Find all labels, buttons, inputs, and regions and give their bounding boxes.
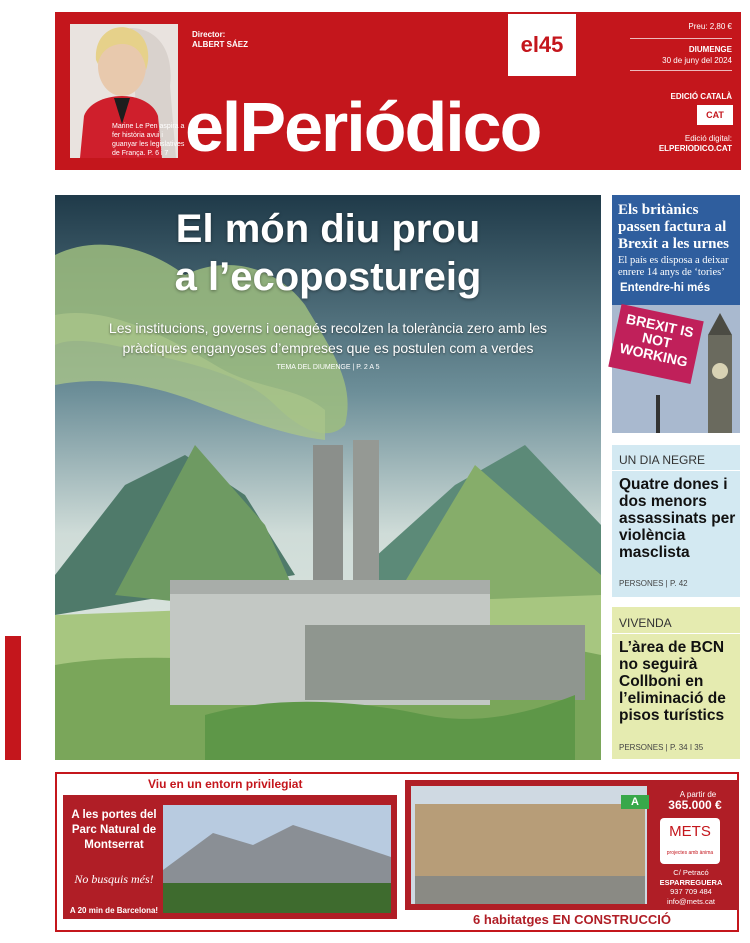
issue-date-text: 30 de juny del 2024 — [662, 56, 732, 65]
left-red-bar — [5, 636, 21, 760]
photo-caption: Marine Le Pen aspira a fer història avui i guanyar les legislatives de França. P. 6 i 7 — [112, 123, 185, 157]
story-divider — [612, 470, 740, 471]
masthead-divider — [630, 38, 732, 39]
ad-contact-town: ESPARREGUERA — [659, 877, 723, 887]
issue-date — [600, 44, 732, 66]
hero-subhead: Les institucions, governs i oenagés recolzen la tolerància zero amb les pràctiques enganyoses d’empreses que es postulen com a verdes — [108, 320, 548, 356]
brexit-more-link[interactable]: Entendre-hi més — [620, 282, 711, 294]
hero-headline[interactable] — [55, 205, 601, 301]
newspaper-logo[interactable]: elPeriódico — [185, 88, 541, 166]
mets-logo[interactable]: METS — [660, 818, 720, 864]
masthead-divider — [630, 70, 732, 71]
director-name: ALBERT SÁEZ — [192, 40, 248, 49]
story-vivenda-headline[interactable]: L’àrea de BCN no seguirà Collboni en l’eliminació de pisos turístics — [619, 639, 726, 724]
digital-label: Edició digital: — [684, 134, 732, 143]
digital-site-link[interactable]: ELPERIODICO.CAT — [658, 144, 732, 153]
brexit-dek: El país es disposa a deixar enrere 14 anys de ‘tories’ — [618, 255, 729, 278]
ad-left-title: A les portes del Parc Natural de Montserrat — [71, 809, 157, 851]
ad-contact-email[interactable]: info@mets.cat — [666, 896, 716, 906]
hero-headline-line2: a l’ecopostureig — [174, 255, 482, 299]
ad-left-note: A 20 min de Barcelona! — [69, 906, 159, 915]
story-negre-kicker: UN DIA NEGRE — [619, 453, 706, 467]
ad-tagline: Viu en un entorn privilegiat — [148, 777, 303, 791]
hero-headline-line1: El món diu prou — [175, 207, 481, 251]
edition-cat-button[interactable]: CAT — [697, 105, 733, 125]
director-credit — [192, 30, 248, 50]
issue-day: DIUMENGE — [688, 45, 732, 54]
story-negre-ref: PERSONES | P. 42 — [619, 579, 688, 588]
mets-tagline: projectes amb ànima — [666, 850, 714, 856]
energy-rating-badge: A — [621, 795, 649, 809]
brexit-headline[interactable]: Els britànics passen factura al Brexit a les urnes — [618, 202, 729, 252]
story-divider — [612, 633, 740, 634]
brexit-sign-image: BREXIT IS NOT WORKING — [608, 304, 703, 384]
ad-bottom-line: 6 habitatges EN CONSTRUCCIÓ — [473, 912, 671, 927]
ad-contact-street: C/ Petracó — [673, 868, 709, 877]
ad-contact-phone[interactable]: 937 709 484 — [670, 887, 712, 896]
ad-price: 365.000 € — [668, 798, 722, 812]
story-vivenda-ref: PERSONES | P. 34 I 35 — [619, 743, 704, 752]
anniversary-badge: el45 — [508, 14, 576, 76]
ad-contact — [648, 868, 734, 906]
ad-price-label: A partir de — [679, 790, 717, 799]
edition-label: EDICIÓ CATALÀ — [670, 92, 732, 101]
story-negre-headline[interactable]: Quatre dones i dos menors assassinats per violència masclista — [619, 476, 736, 561]
director-label: Director: — [192, 30, 226, 39]
ad-left-slogan: No busquis més! — [74, 872, 154, 886]
hero-page-ref: TEMA DEL DIUMENGE | P. 2 A 5 — [276, 364, 380, 371]
price: Preu: 2,80 € — [688, 22, 732, 31]
story-vivenda-kicker: VIVENDA — [619, 616, 672, 630]
digital-edition — [600, 134, 732, 154]
